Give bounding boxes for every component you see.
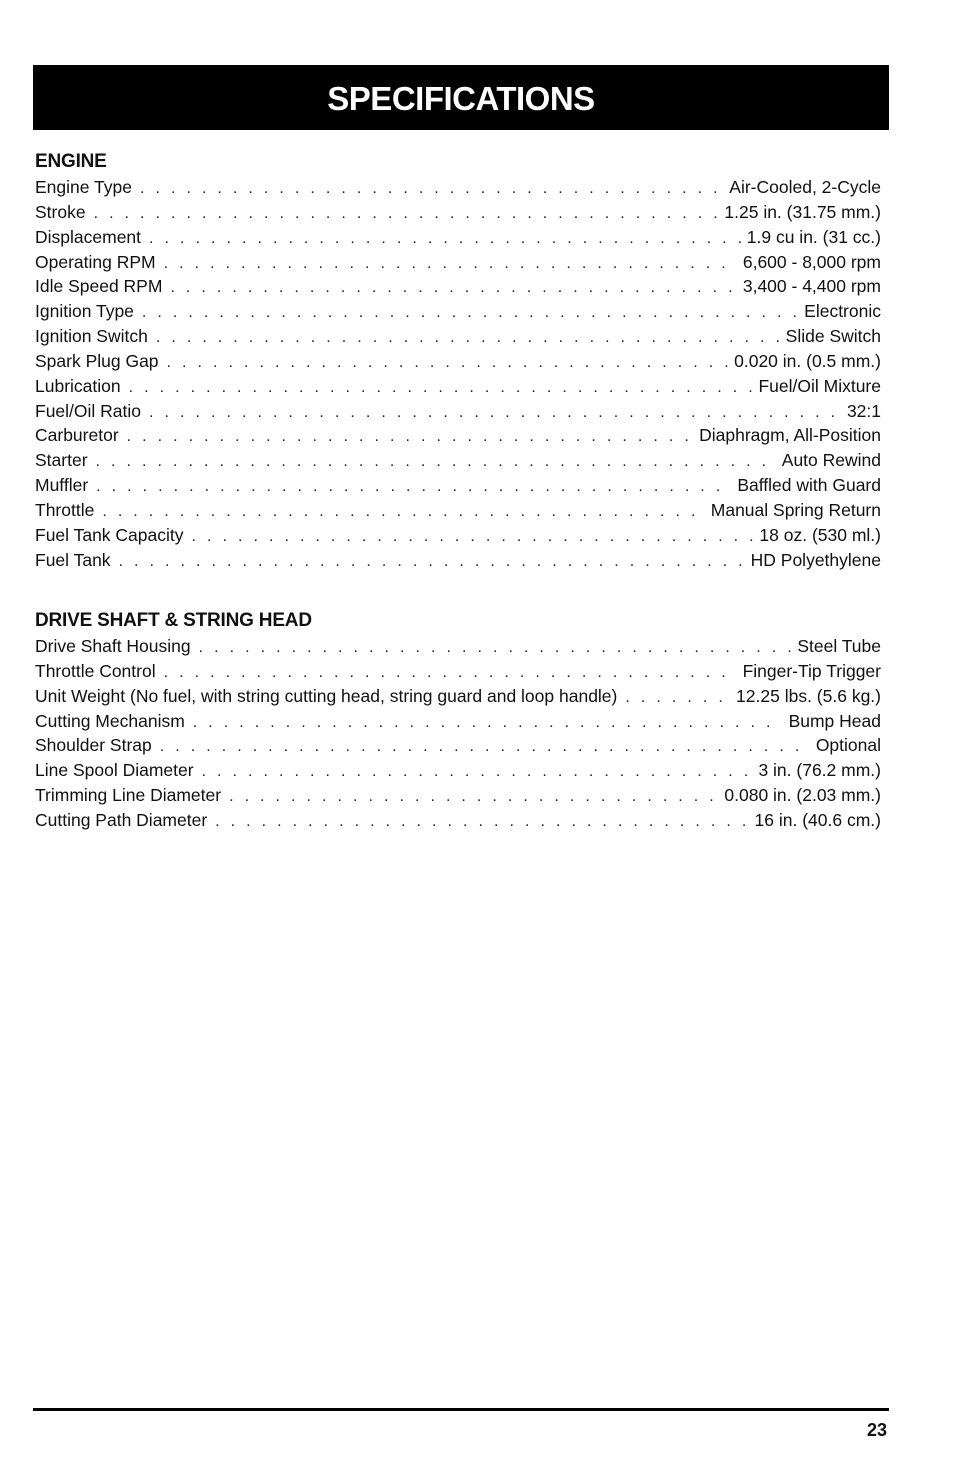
dot-leader: [140, 177, 723, 200]
spec-row-trimming-line-diameter: [35, 783, 881, 808]
spec-row-starter: [35, 448, 881, 473]
spec-value: 18 oz. (530 ml.): [759, 524, 881, 545]
engine-section: [35, 149, 881, 573]
dot-leader: [94, 202, 719, 225]
title-banner: [33, 65, 889, 130]
spec-label: Muffler: [35, 475, 89, 496]
spec-row-fuel-tank: [35, 548, 881, 573]
spec-value: Manual Spring Return: [710, 499, 881, 520]
spec-label: Stroke: [35, 201, 86, 222]
spec-label: Ignition Switch: [35, 326, 148, 347]
dot-leader: [164, 661, 737, 684]
spec-row-unit-weight: [35, 684, 881, 709]
spec-row-cutting-path-diameter: [35, 808, 881, 833]
page-title: SPECIFICATIONS: [327, 79, 595, 117]
dot-leader: [625, 686, 730, 709]
dot-leader: [129, 376, 753, 399]
spec-label: Carburetor: [35, 425, 119, 446]
spec-label: Cutting Mechanism: [35, 710, 185, 731]
spec-label: Idle Speed RPM: [35, 276, 163, 297]
spec-label: Fuel/Oil Ratio: [35, 400, 142, 421]
spec-value: 6,600 - 8,000 rpm: [742, 251, 881, 272]
spec-row-ignition-type: [35, 299, 881, 324]
spec-label: Unit Weight (No fuel, with string cutting head, string guard and loop handle): [35, 685, 618, 706]
spec-value: Baffled with Guard: [737, 475, 881, 496]
dot-leader: [160, 735, 810, 758]
dot-leader: [170, 276, 736, 299]
spec-row-fuel-tank-capacity: [35, 523, 881, 548]
spec-row-spark-plug-gap: [35, 349, 881, 374]
dot-leader: [192, 525, 754, 548]
section-heading-drive-shaft: DRIVE SHAFT & STRING HEAD: [35, 610, 312, 631]
spec-label: Throttle Control: [35, 660, 156, 681]
spec-row-line-spool-diameter: [35, 758, 881, 783]
spec-label: Engine Type: [35, 177, 132, 197]
spec-value: Electronic: [804, 301, 881, 322]
dot-leader: [142, 301, 798, 324]
spec-row-idle-speed-rpm: [35, 274, 881, 299]
dot-leader: [215, 810, 748, 833]
spec-label: Fuel Tank: [35, 549, 111, 570]
spec-row-drive-shaft-housing: [35, 634, 881, 659]
spec-label: Spark Plug Gap: [35, 350, 159, 371]
spec-value: Auto Rewind: [781, 450, 881, 471]
spec-value: 12.25 lbs. (5.6 kg.): [736, 685, 881, 706]
spec-row-engine-type: [35, 175, 881, 200]
dot-leader: [96, 475, 731, 498]
spec-row-throttle-control: [35, 659, 881, 684]
spec-value: 3 in. (76.2 mm.): [758, 760, 881, 781]
spec-value: Finger-Tip Trigger: [742, 660, 881, 681]
dot-leader: [127, 425, 693, 448]
spec-label: Ignition Type: [35, 301, 134, 322]
spec-value: 1.9 cu in. (31 cc.): [746, 226, 881, 247]
footer-rule: [33, 1408, 889, 1411]
spec-row-shoulder-strap: [35, 733, 881, 758]
spec-row-displacement: [35, 225, 881, 250]
spec-label: Cutting Path Diameter: [35, 809, 208, 830]
dot-leader: [167, 351, 729, 374]
dot-leader: [119, 550, 745, 573]
dot-leader: [149, 401, 841, 424]
spec-label: Lubrication: [35, 375, 121, 396]
spec-label: Drive Shaft Housing: [35, 636, 191, 656]
spec-value: Fuel/Oil Mixture: [758, 375, 881, 396]
dot-leader: [149, 227, 741, 250]
spec-label: Trimming Line Diameter: [35, 785, 222, 806]
dot-leader: [199, 636, 792, 659]
spec-row-stroke: [35, 200, 881, 225]
spec-row-muffler: [35, 473, 881, 498]
spec-label: Shoulder Strap: [35, 735, 152, 756]
page-number: 23: [866, 1420, 887, 1440]
spec-value: Air-Cooled, 2-Cycle: [729, 177, 881, 197]
spec-value: Bump Head: [788, 710, 881, 731]
spec-value: 1.25 in. (31.75 mm.): [724, 201, 881, 222]
spec-value: Optional: [815, 735, 881, 756]
spec-value: 0.020 in. (0.5 mm.): [734, 350, 881, 371]
spec-row-fuel-oil-ratio: [35, 399, 881, 424]
spec-row-throttle: [35, 498, 881, 523]
spec-value: HD Polyethylene: [750, 549, 881, 570]
spec-label: Starter: [35, 450, 88, 471]
dot-leader: [193, 711, 783, 734]
dot-leader: [202, 760, 753, 783]
spec-value: 0.080 in. (2.03 mm.): [724, 785, 881, 806]
spec-label: Fuel Tank Capacity: [35, 524, 184, 545]
dot-leader: [164, 252, 737, 275]
spec-value: Slide Switch: [785, 326, 881, 347]
spec-row-carburetor: [35, 423, 881, 448]
spec-value: 3,400 - 4,400 rpm: [742, 276, 881, 297]
dot-leader: [229, 785, 718, 808]
spec-label: Operating RPM: [35, 251, 156, 272]
spec-row-operating-rpm: [35, 250, 881, 275]
spec-value: Steel Tube: [797, 636, 881, 656]
dot-leader: [96, 450, 776, 473]
spec-label: Displacement: [35, 226, 142, 247]
spec-row-lubrication: [35, 374, 881, 399]
dot-leader: [156, 326, 780, 349]
spec-label: Line Spool Diameter: [35, 760, 194, 781]
drive-shaft-section: [35, 608, 881, 833]
section-heading-engine: ENGINE: [35, 151, 107, 172]
spec-row-cutting-mechanism: [35, 709, 881, 734]
spec-label: Throttle: [35, 499, 95, 520]
spec-value: 16 in. (40.6 cm.): [754, 809, 881, 830]
spec-value: Diaphragm, All-Position: [699, 425, 881, 446]
dot-leader: [102, 500, 704, 523]
spec-value: 32:1: [846, 400, 881, 421]
spec-row-ignition-switch: [35, 324, 881, 349]
